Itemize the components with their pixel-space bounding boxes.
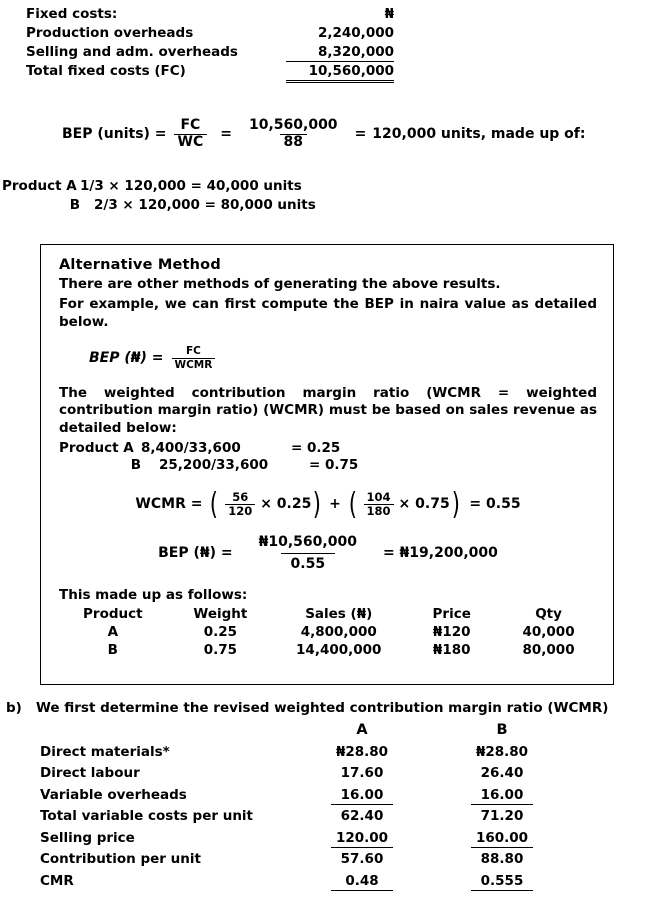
value-b-text: ₦28.80	[475, 743, 529, 760]
value-b-text: 26.40	[480, 765, 524, 781]
left-paren-1: (	[210, 486, 219, 522]
value-a-text: 120.00	[331, 830, 393, 848]
cell-price: ₦180	[432, 641, 471, 658]
value-a	[292, 765, 432, 781]
value-a	[292, 787, 432, 805]
weight-row	[59, 457, 597, 474]
fraction-denominator: 120	[225, 504, 255, 518]
part-b-row	[40, 744, 640, 766]
row-label: Variable overheads	[40, 786, 187, 803]
weight-row	[59, 440, 597, 457]
value-b	[432, 808, 572, 824]
value-b	[432, 873, 572, 891]
row-label: Selling price	[40, 829, 135, 846]
value-a	[292, 830, 432, 848]
value-b	[432, 830, 572, 848]
column-header-weight: Weight	[193, 605, 248, 622]
part-b-intro: We first determine the revised weighted contribution margin ratio (WCMR)	[36, 700, 609, 716]
term-1-multiplier: × 0.25	[260, 496, 312, 513]
alternative-method-box	[40, 244, 614, 685]
value-b	[432, 851, 572, 867]
column-header-b: B	[496, 722, 508, 738]
weight-value: = 0.25	[291, 440, 341, 456]
fraction-denominator: 0.55	[281, 553, 336, 573]
cell-product: A	[107, 623, 119, 640]
cell-price: ₦120	[432, 623, 471, 640]
value-b-text: 160.00	[471, 830, 533, 848]
value-a-text: 17.60	[340, 765, 384, 781]
fraction-numerator: 104	[366, 489, 391, 504]
fraction-numerator: FC	[185, 345, 201, 358]
cell-sales: 14,400,000	[296, 641, 382, 658]
breakdown-table	[59, 605, 597, 659]
value-a-text: 16.00	[331, 787, 393, 805]
row-value: 10,560,000	[286, 63, 394, 83]
part-b-heading	[6, 700, 608, 716]
part-b-row	[40, 851, 640, 873]
row-label: Direct labour	[40, 765, 140, 781]
value-a-text: 62.40	[340, 808, 384, 824]
fraction-56-120	[225, 491, 255, 518]
weight-product: Product A	[59, 440, 134, 456]
wcmr-result: = 0.55	[469, 496, 521, 513]
part-b-row	[40, 787, 640, 809]
part-b-row	[40, 873, 640, 895]
part-b-marker: b)	[6, 700, 22, 716]
made-up-label: This made up as follows:	[59, 586, 248, 603]
fraction-denominator: 88	[280, 134, 307, 151]
wcmr-label: WCMR =	[135, 496, 203, 513]
table-row	[59, 641, 597, 659]
cell-qty: 40,000	[522, 623, 575, 640]
fraction-numerator: ₦10,560,000	[258, 533, 357, 550]
fraction-fc-wc	[174, 118, 208, 150]
part-b-row	[40, 830, 640, 852]
fraction-104-180	[364, 491, 394, 518]
fixed-costs-total-row	[26, 63, 446, 81]
weight-calc: 25,200/33,600	[159, 457, 269, 474]
row-label: Selling and adm. overheads	[26, 44, 238, 60]
bep-naira-value-equation	[59, 534, 597, 573]
table-header-row	[59, 605, 597, 623]
row-label: Total variable costs per unit	[40, 808, 254, 824]
right-paren-2: )	[451, 486, 460, 522]
weight-product: B	[130, 457, 141, 474]
product-calc: 2/3 × 120,000 = 80,000 units	[94, 197, 316, 213]
value-a	[292, 873, 432, 891]
column-header-qty: Qty	[535, 605, 562, 622]
row-label: CMR	[40, 872, 74, 889]
value-a	[292, 808, 432, 824]
fraction-fc-over-wcmr	[249, 534, 367, 573]
row-value: 8,320,000	[286, 44, 394, 62]
equals-sign-2: =	[354, 126, 367, 143]
value-b	[432, 765, 572, 781]
alt-paragraph-2: For example, we can first compute the BEP in naira value as detailed below.	[59, 295, 597, 330]
value-a	[292, 851, 432, 867]
part-b-row	[40, 808, 640, 830]
value-b-text: 71.20	[480, 808, 524, 824]
fraction-numerator: FC	[180, 117, 201, 133]
product-name: B	[69, 197, 80, 213]
product-calc: 1/3 × 120,000 = 40,000 units	[80, 178, 302, 194]
bep-naira-formula	[89, 345, 597, 370]
currency-symbol: ₦	[384, 6, 394, 22]
value-b-text: 16.00	[471, 787, 533, 805]
fraction-denominator: WCMR	[172, 358, 216, 371]
value-b-text: 88.80	[480, 851, 524, 867]
value-b-text: 0.555	[471, 873, 533, 891]
fixed-costs-header-label: Fixed costs:	[26, 6, 118, 22]
column-header-product: Product	[83, 605, 143, 622]
bep-naira-value-label: BEP (₦) =	[158, 545, 233, 562]
fixed-costs-row	[26, 25, 446, 43]
row-label: Total fixed costs (FC)	[26, 63, 186, 79]
column-header-sales: Sales (₦)	[305, 605, 373, 622]
product-split-block	[0, 178, 420, 216]
cell-weight: 0.75	[203, 641, 238, 658]
wcmr-equation	[59, 486, 597, 522]
part-b-row	[40, 765, 640, 787]
fraction-numbers	[245, 118, 342, 150]
alternative-method-title: Alternative Method	[59, 257, 221, 273]
fraction-fc-wcmr	[172, 345, 216, 370]
column-header-price: Price	[432, 605, 471, 622]
value-a	[292, 744, 432, 760]
fixed-costs-row	[26, 44, 446, 62]
value-b	[432, 744, 572, 760]
weights-block	[59, 440, 597, 475]
bep-units-result: 120,000 units, made up of:	[372, 126, 586, 143]
cell-weight: 0.25	[203, 623, 238, 640]
product-split-row	[0, 178, 420, 197]
part-b-header-row	[40, 722, 640, 744]
fraction-denominator: WC	[174, 134, 208, 151]
bep-units-formula	[62, 118, 585, 150]
row-value: 2,240,000	[317, 25, 394, 41]
bep-naira-value-result: = ₦19,200,000	[382, 545, 498, 562]
cell-product: B	[107, 641, 118, 658]
fixed-costs-block	[26, 6, 446, 82]
fixed-costs-header-row	[26, 6, 446, 24]
part-b-table	[40, 722, 640, 894]
bep-units-lead: BEP (units) =	[62, 126, 167, 143]
bep-naira-lead: BEP (₦) =	[89, 350, 164, 366]
alt-paragraph-1: There are other methods of generating the above results.	[59, 276, 501, 292]
column-header-a: A	[356, 722, 368, 738]
row-label: Direct materials*	[40, 743, 170, 760]
fraction-numerator: 10,560,000	[248, 117, 338, 133]
value-a-text: ₦28.80	[335, 743, 389, 760]
right-paren-1: )	[313, 486, 322, 522]
fraction-denominator: 180	[364, 504, 394, 518]
left-paren-2: (	[348, 486, 357, 522]
row-label: Production overheads	[26, 25, 194, 41]
alt-paragraph-3: The weighted contribution margin ratio (WCMR = weighted contribution margin ratio) (WCMR) must be based on sales revenue as detailed below:	[59, 384, 597, 437]
equals-sign-1: =	[220, 126, 232, 143]
product-split-row	[0, 197, 420, 216]
value-b	[432, 787, 572, 805]
cell-qty: 80,000	[522, 641, 575, 658]
value-a-text: 0.48	[331, 873, 393, 891]
row-label: Contribution per unit	[40, 851, 201, 867]
table-row	[59, 623, 597, 641]
fraction-numerator: 56	[232, 489, 249, 504]
value-a-text: 57.60	[340, 851, 384, 867]
weight-calc: 8,400/33,600	[141, 440, 241, 456]
plus-sign: +	[329, 496, 341, 513]
weight-value: = 0.75	[309, 457, 359, 474]
cell-sales: 4,800,000	[300, 623, 377, 640]
product-name: Product A	[2, 178, 77, 194]
term-2-multiplier: × 0.75	[398, 496, 450, 513]
